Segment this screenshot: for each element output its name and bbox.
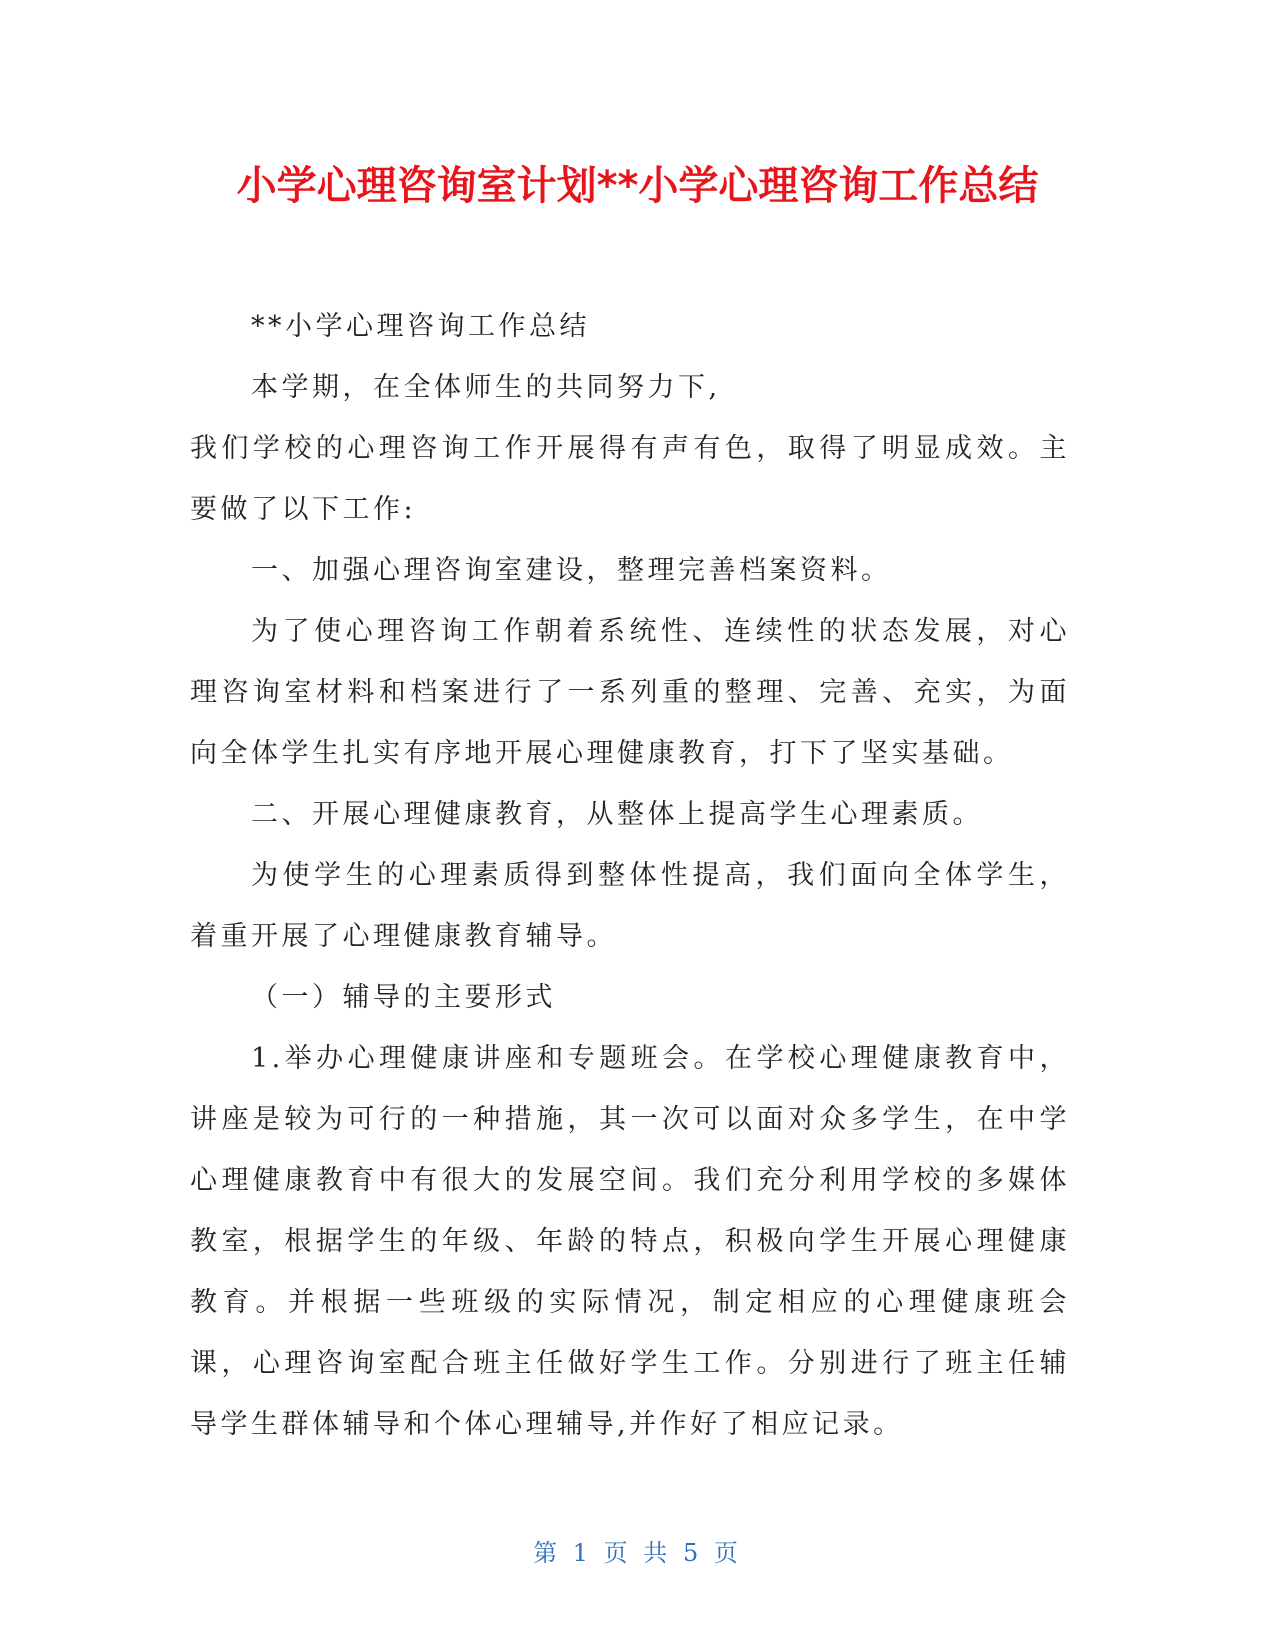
document-title: 小学心理咨询室计划**小学心理咨询工作总结 [236,163,1039,209]
subsection-heading: （一）辅导的主要形式 [251,982,556,1013]
section-heading: 一、加强心理咨询室建设，整理完善档案资料。 [251,555,892,586]
paragraph: 本学期，在全体师生的共同努力下, [251,372,721,403]
section-heading: 二、开展心理健康教育，从整体上提高学生心理素质。 [251,799,983,830]
paragraph: 1.举办心理健康讲座和专题班会。在学校心理健康教育中，讲座是较为可行的一种措施，其一次可以面对众多学生，在中学心理健康教育中有很大的发展空间。我们充分利用学校的多媒体教室，根据学生的年级、年龄的特点，积极向学生开展心理健康教育。并根据一些班级的实际情况，制定相应的心理健康班会课，心理咨询室配合班主任做好学生工作。分别进行了班主任辅导学生群体辅导和个体心理辅导,并作好了相应记录。 [190,1043,1070,1440]
paragraph: 为了使心理咨询工作朝着系统性、连续性的状态发展，对心理咨询室材料和档案进行了一系列重的整理、完善、充实，为面向全体学生扎实有序地开展心理健康教育，打下了坚实基础。 [190,616,1070,769]
page-number-footer: 第 1 页 共 5 页 [533,1539,742,1567]
paragraph: **小学心理咨询工作总结 [251,311,590,342]
paragraph: 我们学校的心理咨询工作开展得有声有色，取得了明显成效。主要做了以下工作: [190,433,1070,525]
document-body [190,296,1070,1455]
paragraph: 为使学生的心理素质得到整体性提高，我们面向全体学生，着重开展了心理健康教育辅导。 [190,860,1070,952]
